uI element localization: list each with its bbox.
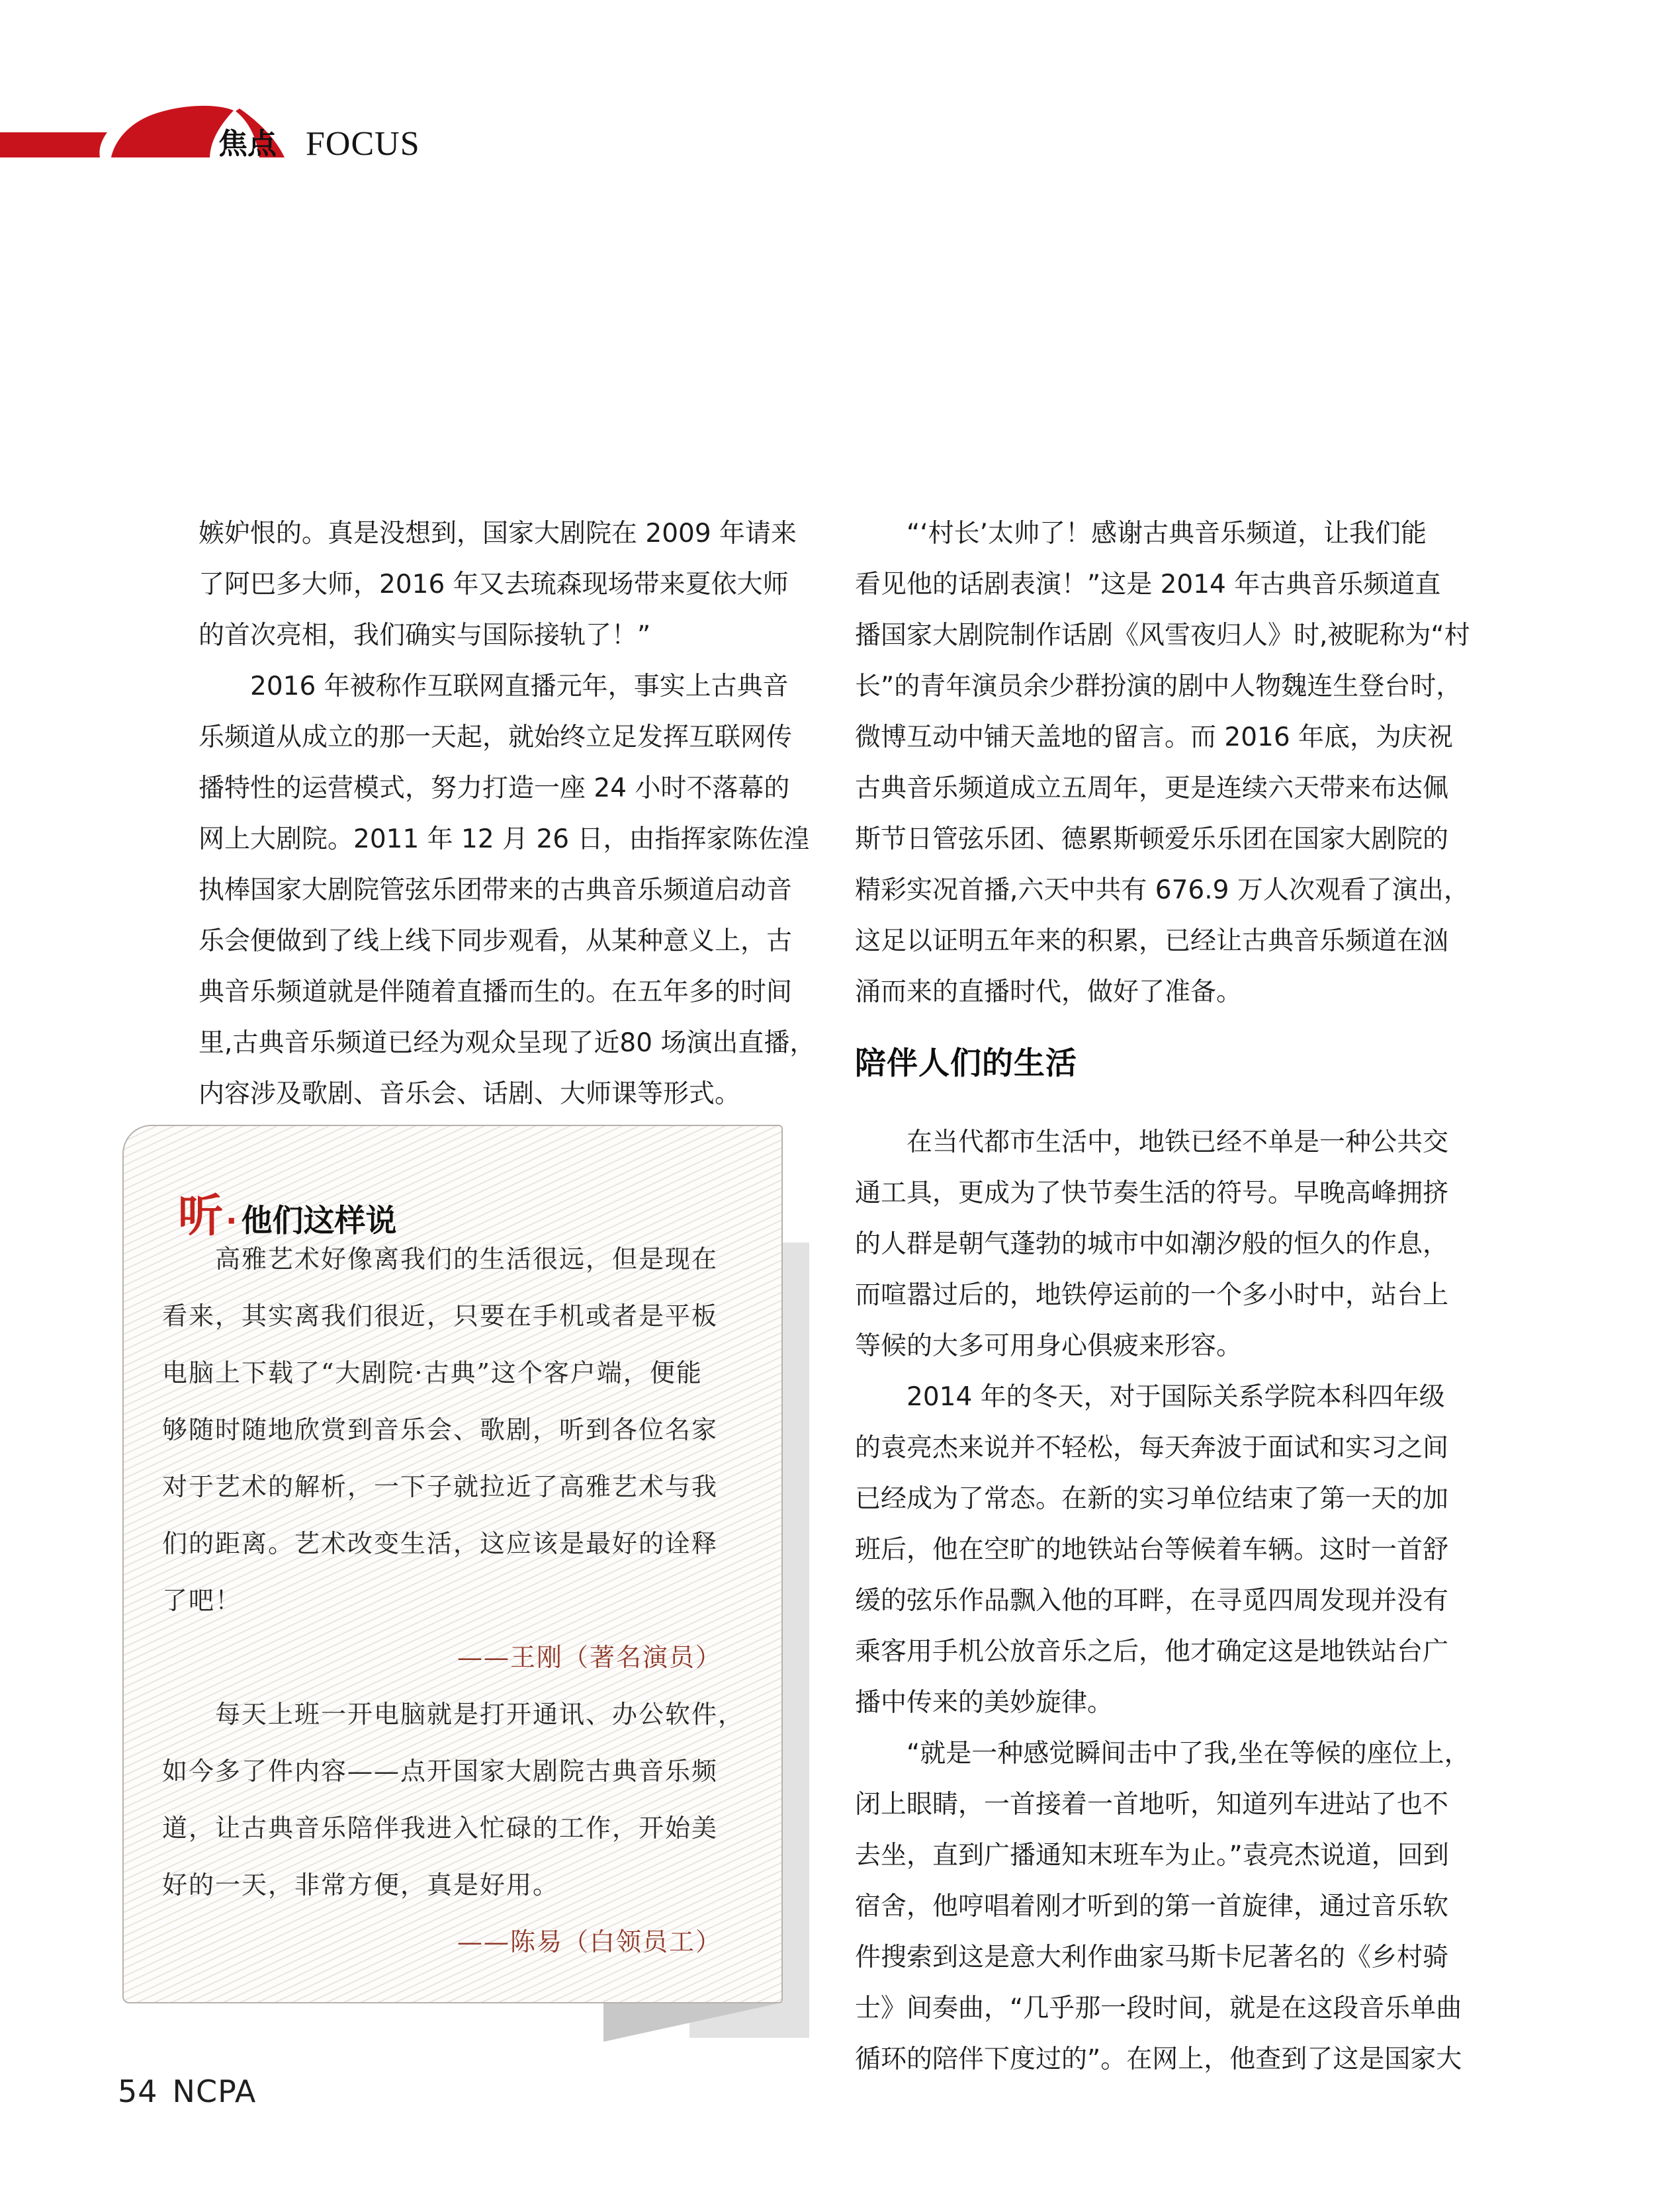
text-line: 闭上眼睛，一首接着一首地听，知道列车进站了也不 (855, 1790, 1449, 1819)
text-line: 乐频道从成立的那一天起，就始终立足发挥互联网传 (199, 722, 793, 752)
text-line: 的首次亮相，我们确实与国际接轨了！” (199, 621, 651, 650)
text-line: 长”的青年演员余少群扮演的剧中人物魏连生登台时， (855, 672, 1462, 701)
text-line: 涌而来的直播时代，做好了准备。 (855, 977, 1243, 1007)
section-title-cn: 焦点 (218, 127, 277, 161)
text-line: 通工具，更成为了快节奏生活的符号。早晚高峰拥挤 (855, 1178, 1449, 1208)
page-footer (118, 2074, 256, 2109)
quote-1-attribution: ——王刚（著名演员） (457, 1643, 722, 1672)
text-line: 每天上班一开电脑就是打开通讯、办公软件， (162, 1700, 745, 1729)
text-line: 对于艺术的解析，一下子就拉近了高雅艺术与我 (162, 1472, 719, 1501)
text-line: 在当代都市生活中，地铁已经不单是一种公共交 (855, 1127, 1449, 1157)
text-line: 播中传来的美妙旋律。 (855, 1688, 1114, 1718)
text-line: 播国家大剧院制作话剧《风雪夜归人》时,被昵称为“村 (855, 621, 1470, 650)
text-line: 如今多了件内容——点开国家大剧院古典音乐频 (162, 1757, 719, 1786)
text-line: 去坐，直到广播通知末班车为止。”袁亮杰说道，回到 (855, 1841, 1449, 1870)
text-line: “‘村长’太帅了！感谢古典音乐频道，让我们能 (855, 519, 1427, 548)
quote-box-content (162, 1231, 750, 1970)
text-line: 了阿巴多大师，2016 年又去琉森现场带来夏依大师 (199, 570, 789, 599)
text-line: 嫉妒恨的。真是没想到，国家大剧院在 2009 年请来 (199, 519, 797, 548)
right-paragraph-1 (855, 508, 1470, 1018)
text-line: 2014 年的冬天，对于国际关系学院本科四年级 (855, 1382, 1445, 1412)
left-column (199, 508, 816, 1119)
text-line: 的袁亮杰来说并不轻松，每天奔波于面试和实习之间 (855, 1433, 1449, 1463)
quote-box-title-separator: · (226, 1203, 238, 1239)
text-line: “就是一种感觉瞬间击中了我,坐在等候的座位上， (855, 1739, 1470, 1769)
text-line: 了吧！ (162, 1586, 242, 1615)
text-line: 够随时随地欣赏到音乐会、歌剧，听到各位名家 (162, 1415, 719, 1444)
text-line: 而喧嚣过后的，地铁停运前的一个多小时中，站台上 (855, 1280, 1449, 1310)
text-line: 执棒国家大剧院管弦乐团带来的古典音乐频道启动音 (199, 875, 793, 905)
text-line: 缓的弦乐作品飘入他的耳畔，在寻觅四周发现并没有 (855, 1586, 1449, 1616)
text-line: 网上大剧院。2011 年 12 月 26 日，由指挥家陈佐湟 (199, 824, 810, 854)
text-line: 里,古典音乐频道已经为观众呈现了近80 场演出直播， (199, 1028, 816, 1058)
text-line: 班后，他在空旷的地铁站台等候着车辆。这时一首舒 (855, 1535, 1449, 1565)
text-line: 已经成为了常态。在新的实习单位结束了第一天的加 (855, 1484, 1449, 1514)
text-line: 内容涉及歌剧、音乐会、话剧、大师课等形式。 (199, 1079, 741, 1109)
text-line: 士》间奏曲，“几乎那一段时间，就是在这段音乐单曲 (855, 1993, 1462, 2023)
publication-name: NCPA (172, 2074, 257, 2109)
text-line: 古典音乐频道成立五周年，更是连续六天带来布达佩 (855, 773, 1449, 803)
right-paragraph-2 (855, 1117, 1447, 1372)
page-number: 54 (118, 2074, 158, 2109)
section-heading: 陪伴人们的生活 (855, 1045, 1077, 1082)
text-line: 宿舍，他哼唱着刚才听到的第一首旋律，通过音乐软 (855, 1892, 1449, 1921)
text-line: 高雅艺术好像离我们的生活很远，但是现在 (162, 1245, 719, 1274)
text-line: 精彩实况首播,六天中共有 676.9 万人次观看了演出， (855, 875, 1470, 905)
text-line: 好的一天，非常方便，真是好用。 (162, 1870, 560, 1900)
quote-box (122, 1125, 783, 2003)
quote-box-title-text: 他们这样说 (241, 1203, 397, 1239)
text-line: 斯节日管弦乐团、德累斯顿爱乐乐团在国家大剧院的 (855, 824, 1449, 854)
text-line: 看见他的话剧表演！”这是 2014 年古典音乐频道直 (855, 570, 1441, 599)
text-line: 看来，其实离我们很近，只要在手机或者是平板 (162, 1301, 719, 1331)
text-line: 等候的大多可用身心俱疲来形容。 (855, 1331, 1243, 1361)
text-line: 的人群是朝气蓬勃的城市中如潮汐般的恒久的作息， (855, 1229, 1449, 1259)
quote-box-title-accent: 听 (178, 1190, 224, 1243)
text-line: 这足以证明五年来的积累，已经让古典音乐频道在汹 (855, 926, 1449, 956)
text-line: 件搜索到这是意大利作曲家马斯卡尼著名的《乡村骑 (855, 1943, 1449, 1972)
right-paragraph-4 (855, 1728, 1470, 2085)
text-line: 们的距离。艺术改变生活，这应该是最好的诠释 (162, 1529, 719, 1558)
right-paragraph-3 (855, 1372, 1447, 1728)
quote-box-shadow-right (783, 1243, 809, 2038)
header-dome (111, 106, 234, 157)
text-line: 电脑上下载了“大剧院·古典”这个客户端，便能 (162, 1358, 703, 1387)
quote-2-attribution: ——陈易（白领员工） (457, 1927, 722, 1956)
text-line: 乘客用手机公放音乐之后，他才确定这是地铁站台广 (855, 1637, 1449, 1667)
text-line: 典音乐频道就是伴随着直播而生的。在五年多的时间 (199, 977, 793, 1007)
text-line: 循环的陪伴下度过的”。在网上，他查到了这是国家大 (855, 2044, 1462, 2074)
quote-2 (162, 1686, 750, 1913)
text-line: 2016 年被称作互联网直播元年，事实上古典音 (199, 672, 789, 701)
text-line: 乐会便做到了线上线下同步观看，从某种意义上，古 (199, 926, 793, 956)
quote-1 (162, 1231, 750, 1629)
right-column (855, 508, 1470, 2085)
text-line: 微博互动中铺天盖地的留言。而 2016 年底，为庆祝 (855, 722, 1454, 752)
section-title-en: FOCUS (306, 125, 420, 163)
text-line: 播特性的运营模式，努力打造一座 24 小时不落幕的 (199, 773, 790, 803)
text-line: 道，让古典音乐陪伴我进入忙碌的工作，开始美 (162, 1814, 719, 1843)
header-red-bar (0, 132, 107, 157)
